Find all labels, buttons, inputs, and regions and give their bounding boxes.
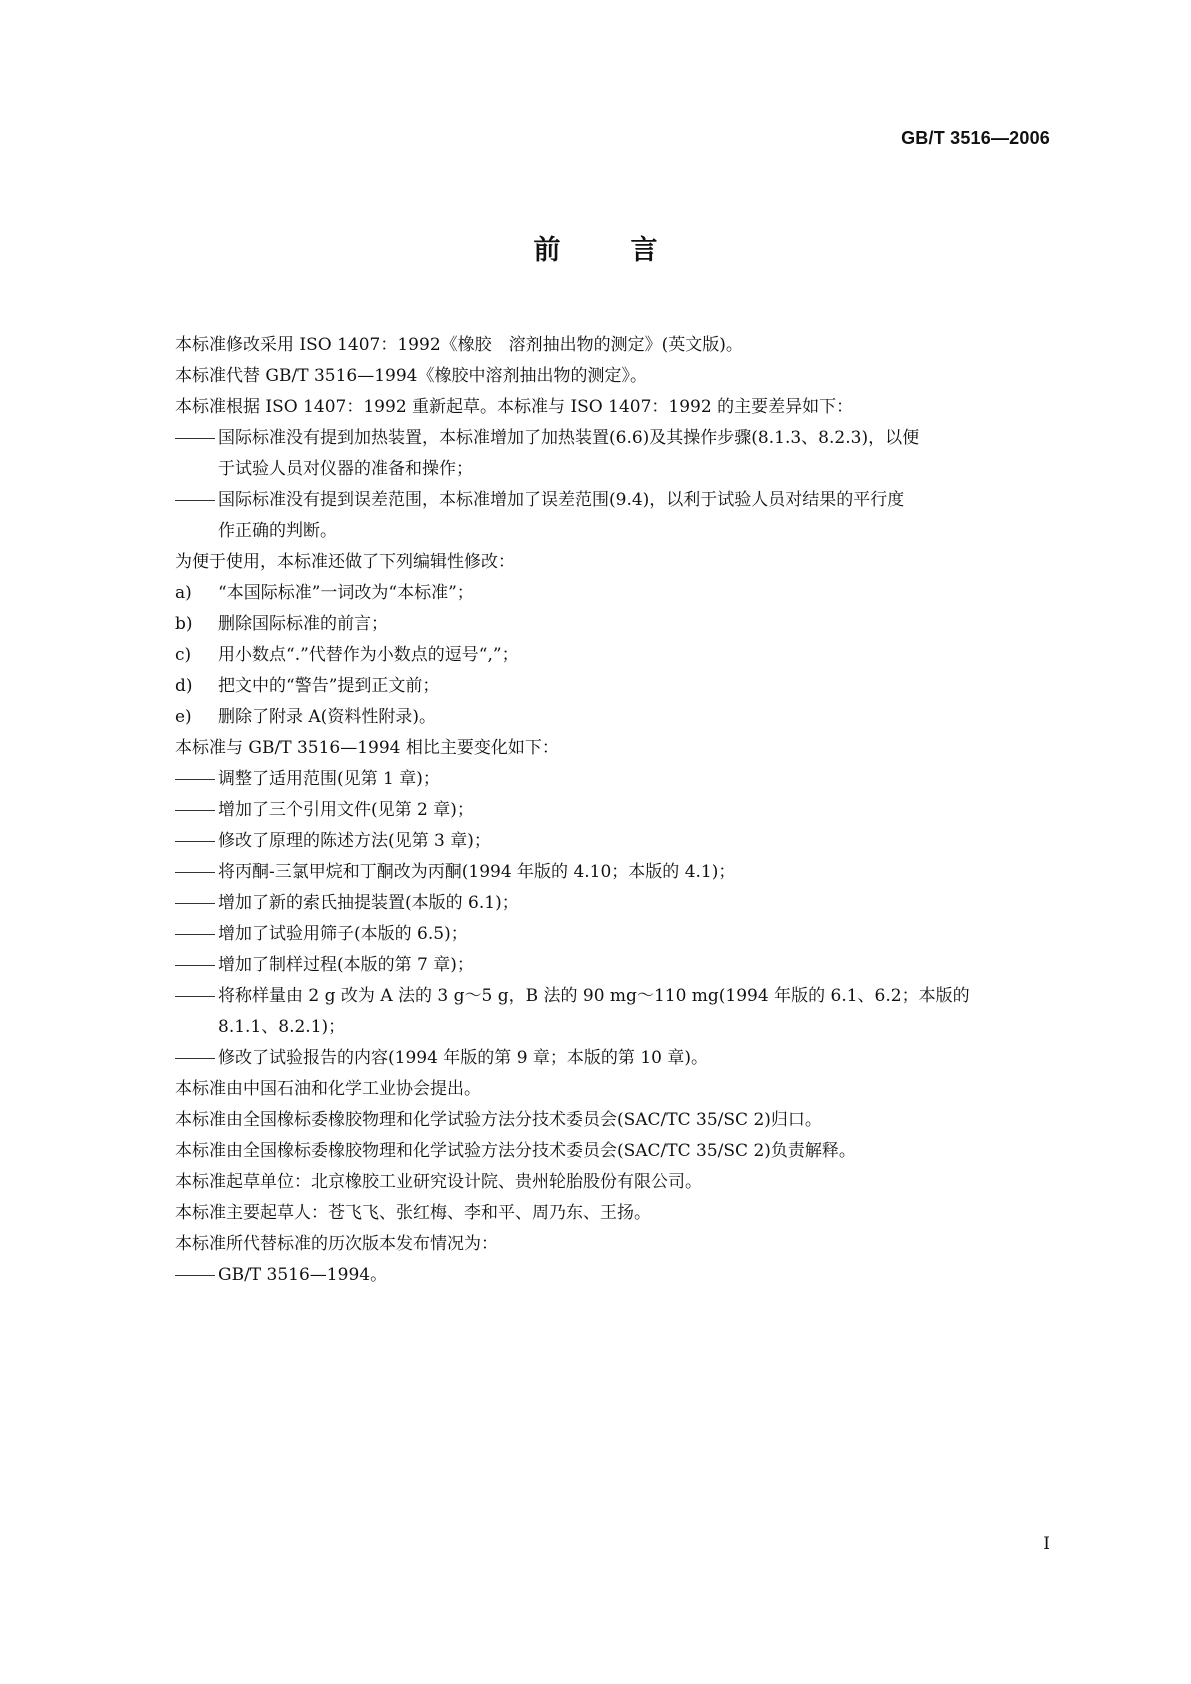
editorial-item	[175, 671, 1055, 702]
diff-item	[175, 423, 1055, 454]
dash-mark	[175, 934, 215, 935]
history-item	[175, 1260, 1055, 1291]
list-marker: d)	[175, 676, 193, 696]
page-number: I	[1043, 1534, 1050, 1554]
list-marker: c)	[175, 645, 192, 665]
paragraph: 本标准由全国橡标委橡胶物理和化学试验方法分技术委员会(SAC/TC 35/SC 2)归口。	[175, 1110, 822, 1130]
changes-intro: 本标准与 GB/T 3516—1994 相比主要变化如下：	[175, 738, 559, 758]
list-text: 把文中的“警告”提到正文前；	[218, 676, 440, 696]
change-item	[175, 795, 1055, 826]
list-text: 删除了附录 A(资料性附录)。	[218, 707, 436, 727]
paragraph: 本标准由中国石油和化学工业协会提出。	[175, 1079, 481, 1099]
change-item	[175, 1043, 1055, 1074]
list-text: “本国际标准”一词改为“本标准”；	[218, 583, 474, 603]
list-marker: b)	[175, 614, 193, 634]
list-text: 删除国际标准的前言；	[218, 614, 388, 634]
paragraph: 本标准代替 GB/T 3516—1994《橡胶中溶剂抽出物的测定》。	[175, 366, 647, 386]
change-item	[175, 950, 1055, 981]
dash-mark	[175, 1058, 215, 1059]
list-marker: a)	[175, 583, 192, 603]
dash-mark	[175, 841, 215, 842]
change-text: 增加了三个引用文件(见第 2 章)；	[218, 800, 474, 820]
change-text: 增加了新的索氏抽提装置(本版的 6.1)；	[218, 893, 519, 913]
change-text: 调整了适用范围(见第 1 章)；	[218, 769, 440, 789]
change-item	[175, 919, 1055, 950]
change-item	[175, 857, 1055, 888]
editorial-item	[175, 702, 1055, 733]
editorial-item	[175, 640, 1055, 671]
history-text: GB/T 3516—1994。	[218, 1265, 388, 1285]
dash-mark	[175, 779, 215, 780]
dash-mark	[175, 1275, 215, 1276]
diff-item	[175, 485, 1055, 516]
list-marker: e)	[175, 707, 192, 727]
dash-mark	[175, 500, 215, 501]
diff-item-line1: 国际标准没有提到误差范围，本标准增加了误差范围(9.4)，以利于试验人员对结果的平行度	[218, 490, 905, 510]
change-item	[175, 764, 1055, 795]
dash-mark	[175, 903, 215, 904]
dash-mark	[175, 438, 215, 439]
paragraph: 本标准由全国橡标委橡胶物理和化学试验方法分技术委员会(SAC/TC 35/SC 2)负责解释。	[175, 1141, 856, 1161]
change-text: 增加了制样过程(本版的第 7 章)；	[218, 955, 474, 975]
change-text: 修改了原理的陈述方法(见第 3 章)；	[218, 831, 491, 851]
dash-mark	[175, 872, 215, 873]
diff-item-line2: 于试验人员对仪器的准备和操作；	[218, 459, 473, 479]
change-item	[175, 981, 1055, 1012]
editorial-intro: 为便于使用，本标准还做了下列编辑性修改：	[175, 552, 515, 572]
paragraph: 本标准修改采用 ISO 1407：1992《橡胶 溶剂抽出物的测定》(英文版)。	[175, 335, 743, 355]
change-line1: 将称样量由 2 g 改为 A 法的 3 g～5 g，B 法的 90 mg～110 mg(1994 年版的 6.1、6.2；本版的	[218, 986, 970, 1006]
standard-code: GB/T 3516—2006	[901, 128, 1050, 148]
editorial-item	[175, 609, 1055, 640]
dash-mark	[175, 965, 215, 966]
foreword-body	[175, 330, 1055, 1291]
page-title: 前言	[533, 235, 728, 266]
paragraph: 本标准主要起草人：苍飞飞、张红梅、李和平、周乃东、王扬。	[175, 1203, 651, 1223]
dash-mark	[175, 810, 215, 811]
diff-item-line2: 作正确的判断。	[218, 521, 337, 541]
paragraph: 本标准根据 ISO 1407：1992 重新起草。本标准与 ISO 1407：1992 的主要差异如下：	[175, 397, 854, 417]
change-text: 将丙酮-三氯甲烷和丁酮改为丙酮(1994 年版的 4.10；本版的 4.1)；	[218, 862, 736, 882]
diff-item-line1: 国际标准没有提到加热装置，本标准增加了加热装置(6.6)及其操作步骤(8.1.3、8.2.3)，以便	[218, 428, 920, 448]
change-item	[175, 888, 1055, 919]
change-item	[175, 826, 1055, 857]
paragraph: 本标准起草单位：北京橡胶工业研究设计院、贵州轮胎股份有限公司。	[175, 1172, 702, 1192]
change-text: 增加了试验用筛子(本版的 6.5)；	[218, 924, 468, 944]
list-text: 用小数点“.”代替作为小数点的逗号“,”；	[218, 645, 519, 665]
editorial-item	[175, 578, 1055, 609]
paragraph: 本标准所代替标准的历次版本发布情况为：	[175, 1234, 498, 1254]
change-line2: 8.1.1、8.2.1)；	[218, 1017, 346, 1037]
dash-mark	[175, 996, 215, 997]
change-text: 修改了试验报告的内容(1994 年版的第 9 章；本版的第 10 章)。	[218, 1048, 708, 1068]
